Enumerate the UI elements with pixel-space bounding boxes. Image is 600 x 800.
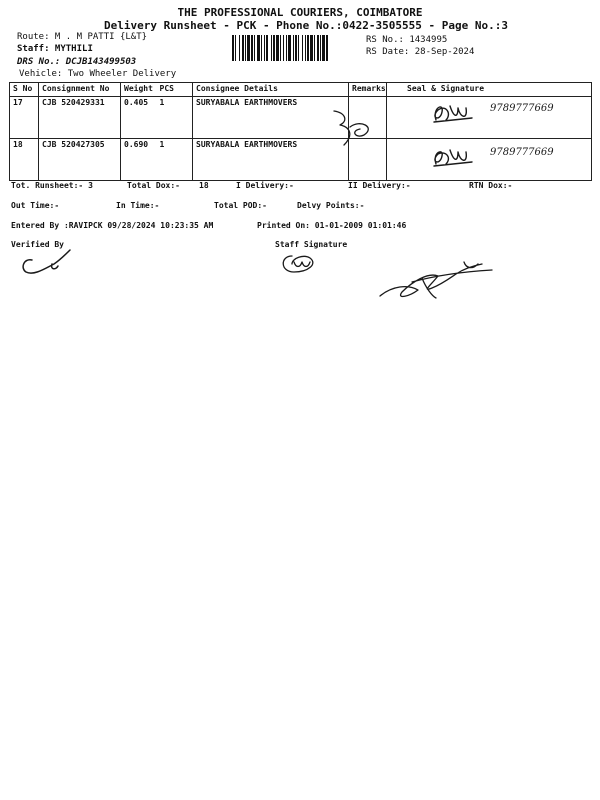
ii-delivery: II Delivery:- — [348, 181, 411, 190]
col-header-remarks: Remarks — [349, 83, 387, 97]
out-time: Out Time:- — [11, 201, 60, 210]
runsheet-subtitle: Delivery Runsheet - PCK - Phone No.:0422-3505555 - Page No.:3 — [104, 19, 508, 32]
remarks-scribble-icon — [320, 105, 380, 150]
table-row — [10, 139, 592, 181]
cell-signature — [387, 139, 592, 181]
vehicle-label: Vehicle: Two Wheeler Delivery — [19, 69, 177, 79]
cell-consignee: SURYABALA EARTHMOVERS — [193, 139, 349, 181]
company-title: THE PROFESSIONAL COURIERS, COIMBATORE — [177, 6, 423, 19]
col-header-consignment: Consignment No — [39, 83, 121, 97]
delvy-points: Delvy Points:- — [297, 201, 365, 210]
entered-by: Entered By :RAVIPCK 09/28/2024 10:23:35 AM — [11, 221, 214, 230]
cell-weight: 0.405 — [121, 97, 157, 139]
in-time: In Time:- — [116, 201, 160, 210]
verified-by-label: Verified By — [11, 240, 64, 249]
col-header-weight: Weight — [121, 83, 157, 97]
cell-consignment: CJB 520427305 — [39, 139, 121, 181]
col-header-sno: S No — [10, 83, 39, 97]
staff-label: Staff: MYTHILI — [17, 44, 93, 54]
printed-on: Printed On: 01-01-2009 01:01:46 — [257, 221, 407, 230]
signature-icon — [428, 144, 478, 170]
phone-handwritten: 9789777669 — [490, 103, 554, 114]
cell-consignment: CJB 520429331 — [39, 97, 121, 139]
total-pod: Total POD:- — [214, 201, 267, 210]
verified-signature-icon — [16, 244, 72, 280]
drs-number: DRS No.: DCJB143499503 — [17, 57, 137, 67]
rs-number: RS No.: 1434995 — [366, 35, 448, 45]
cell-consignee: SURYABALA EARTHMOVERS — [193, 97, 349, 139]
cell-weight: 0.690 — [121, 139, 157, 181]
i-delivery: I Delivery:- — [236, 181, 294, 190]
rs-date: RS Date: 28-Sep-2024 — [366, 47, 475, 57]
tot-runsheet: Tot. Runsheet:- 3 — [11, 181, 93, 190]
cell-signature — [387, 97, 592, 139]
total-dox-label: Total Dox:- — [127, 181, 180, 190]
cell-pcs: 1 — [157, 139, 193, 181]
col-header-pcs: PCS — [157, 83, 193, 97]
rtn-dox: RTN Dox:- — [469, 181, 513, 190]
cell-sno: 17 — [10, 97, 39, 139]
phone-handwritten: 9789777669 — [490, 147, 554, 158]
staff-signature-label: Staff Signature — [275, 240, 348, 249]
total-dox-value: 18 — [199, 181, 209, 190]
staff-initials-icon — [278, 250, 324, 278]
barcode-icon — [232, 35, 356, 61]
staff-signature-icon — [372, 256, 497, 304]
runsheet-table — [9, 82, 592, 181]
signature-icon — [428, 98, 478, 126]
table-header-row — [10, 83, 592, 97]
col-header-signature: Seal & Signature — [387, 83, 592, 97]
cell-sno: 18 — [10, 139, 39, 181]
route-label: Route: M . M PATTI {L&T} — [17, 32, 148, 42]
cell-pcs: 1 — [157, 97, 193, 139]
col-header-consignee: Consignee Details — [193, 83, 349, 97]
